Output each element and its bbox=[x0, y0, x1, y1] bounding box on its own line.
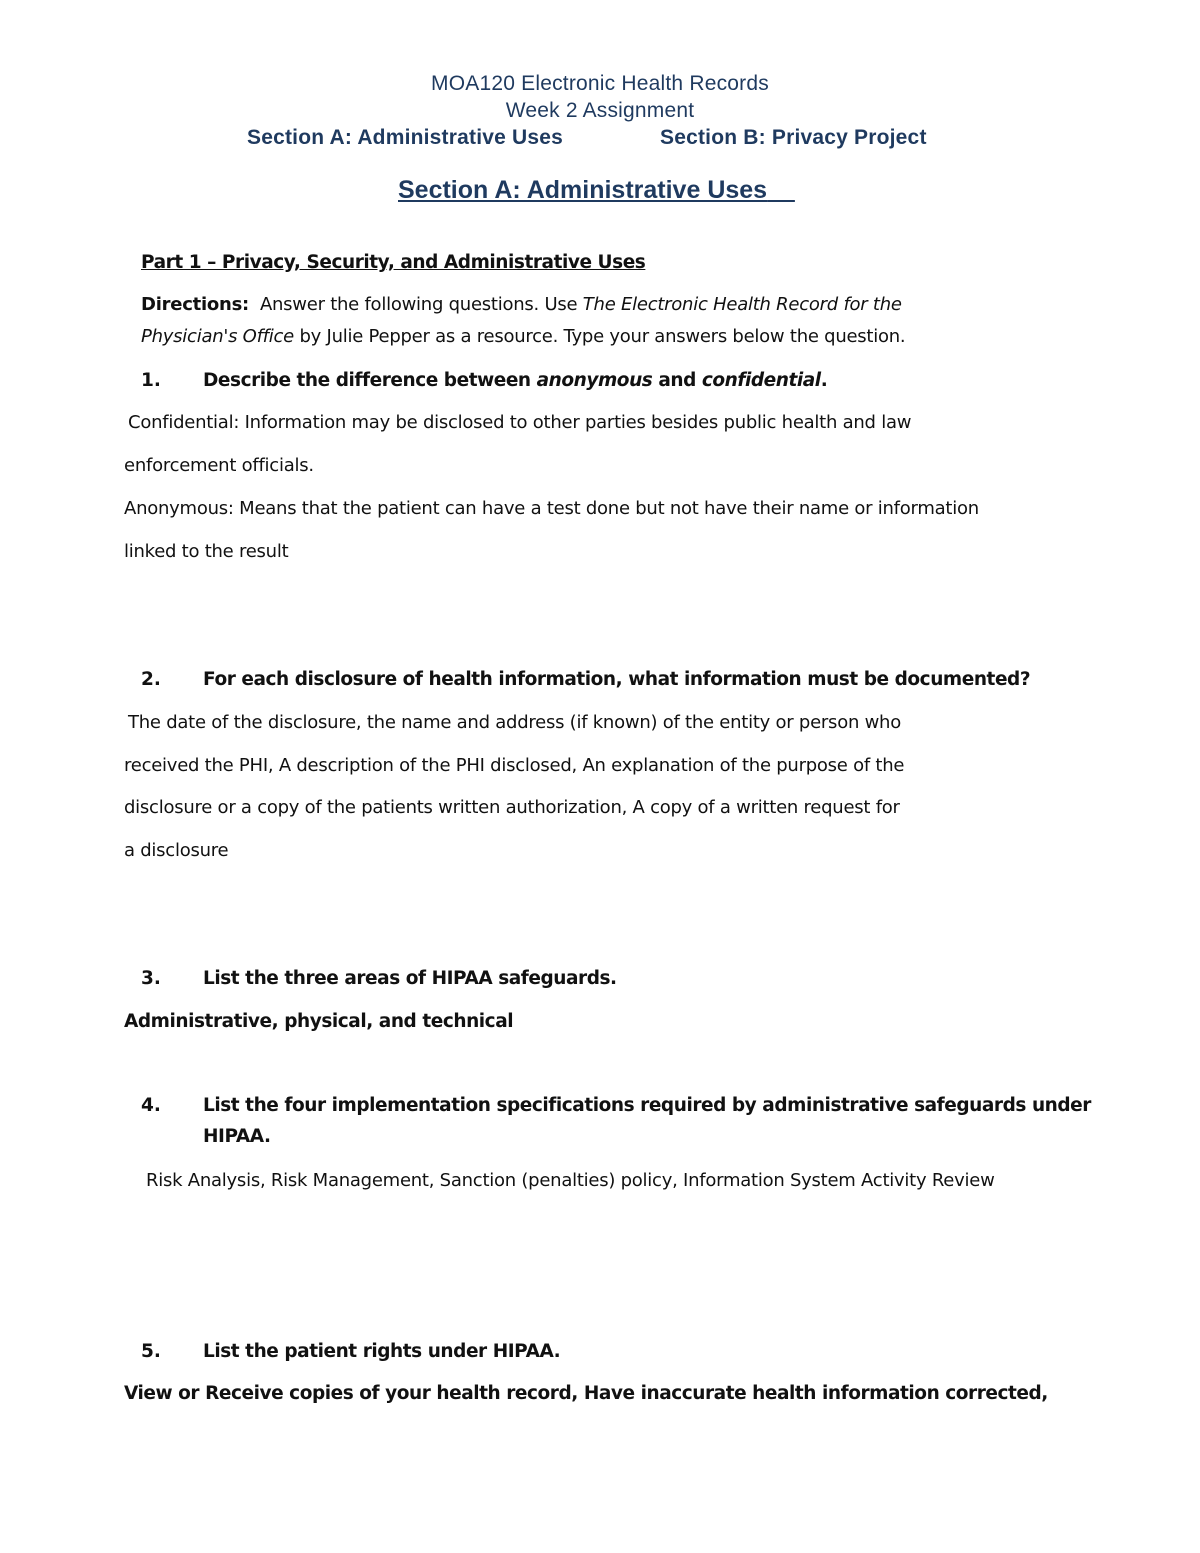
question-4-text-line-1: List the four implementation specifications required by administrative safeguards under bbox=[203, 1095, 1091, 1116]
question-5-number: 5. bbox=[141, 1341, 161, 1362]
answer-1-line-4: linked to the result bbox=[124, 541, 289, 562]
answer-2-line-2: received the PHI, A description of the PHI disclosed, An explanation of the purpose of the bbox=[124, 755, 905, 776]
question-2-number: 2. bbox=[141, 669, 161, 690]
question-3-number: 3. bbox=[141, 968, 161, 989]
answer-1-line-1: Confidential: Information may be disclosed to other parties besides public health and law bbox=[128, 412, 912, 433]
assignment-title: Week 2 Assignment bbox=[505, 99, 695, 122]
header-section-a: Section A: Administrative Uses bbox=[247, 126, 564, 149]
question-2-text: For each disclosure of health information, what information must be documented? bbox=[203, 669, 1031, 690]
section-title: Section A: Administrative Uses bbox=[398, 176, 768, 204]
answer-1-line-2: enforcement officials. bbox=[124, 455, 314, 476]
question-5-text: List the patient rights under HIPAA. bbox=[203, 1341, 561, 1362]
directions-label: Directions: bbox=[141, 294, 249, 315]
header-section-b: Section B: Privacy Project bbox=[660, 126, 927, 149]
answer-3: Administrative, physical, and technical bbox=[124, 1011, 514, 1032]
answer-5: View or Receive copies of your health record, Have inaccurate health information corrected, bbox=[124, 1383, 1048, 1404]
question-4-text-line-2: HIPAA. bbox=[203, 1126, 271, 1147]
answer-2-line-4: a disclosure bbox=[124, 840, 229, 861]
answer-1-line-3: Anonymous: Means that the patient can have a test done but not have their name or information bbox=[124, 498, 979, 519]
course-title: MOA120 Electronic Health Records bbox=[431, 72, 769, 95]
answer-4: Risk Analysis, Risk Management, Sanction (penalties) policy, Information System Activity Review bbox=[146, 1170, 995, 1191]
question-4-number: 4. bbox=[141, 1095, 161, 1116]
question-3-text: List the three areas of HIPAA safeguards. bbox=[203, 968, 617, 989]
answer-2-line-3: disclosure or a copy of the patients written authorization, A copy of a written request for bbox=[124, 797, 900, 818]
question-1-number: 1. bbox=[141, 370, 161, 391]
answer-2-line-1: The date of the disclosure, the name and address (if known) of the entity or person who bbox=[128, 712, 901, 733]
directions-line-2: Physician's Office by Julie Pepper as a resource. Type your answers below the question. bbox=[141, 326, 906, 347]
part-title: Part 1 – Privacy, Security, and Administrative Uses bbox=[141, 252, 646, 273]
question-1-text: Describe the difference between anonymous and confidential. bbox=[203, 370, 828, 391]
directions-line-1: Directions: Answer the following questions. Use The Electronic Health Record for the bbox=[141, 294, 902, 315]
